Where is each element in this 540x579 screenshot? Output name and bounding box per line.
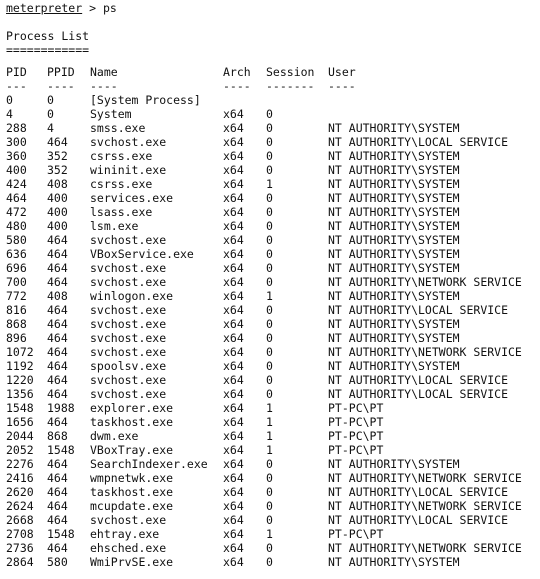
cell-arch: x64 xyxy=(223,471,244,485)
cell-ppid: 464 xyxy=(47,373,68,387)
cell-ppid: 464 xyxy=(47,261,68,275)
column-rule-session: ------- xyxy=(266,79,315,93)
table-row xyxy=(6,415,540,429)
cell-user: PT-PC\PT xyxy=(328,443,384,457)
table-row xyxy=(6,499,540,513)
cell-name: System xyxy=(90,107,132,121)
command-prompt-line xyxy=(6,1,540,15)
cell-user: NT AUTHORITY\SYSTEM xyxy=(328,261,460,275)
cell-pid: 464 xyxy=(6,191,27,205)
cell-pid: 2052 xyxy=(6,443,34,457)
cell-name: svchost.exe xyxy=(90,345,167,359)
cell-session: 0 xyxy=(266,513,273,527)
cell-name: csrss.exe xyxy=(90,149,153,163)
cell-name: svchost.exe xyxy=(90,303,167,317)
table-header-rule xyxy=(6,79,540,93)
cell-pid: 472 xyxy=(6,205,27,219)
cell-user: NT AUTHORITY\LOCAL SERVICE xyxy=(328,485,509,499)
cell-name: mcupdate.exe xyxy=(90,499,174,513)
cell-ppid: 464 xyxy=(47,233,68,247)
cell-user: NT AUTHORITY\NETWORK SERVICE xyxy=(328,471,522,485)
cell-user: PT-PC\PT xyxy=(328,429,384,443)
cell-name: svchost.exe xyxy=(90,373,167,387)
column-rule-arch: ---- xyxy=(223,79,251,93)
cell-user: NT AUTHORITY\SYSTEM xyxy=(328,331,460,345)
cell-session: 0 xyxy=(266,275,273,289)
table-row xyxy=(6,135,540,149)
table-row xyxy=(6,471,540,485)
cell-pid: 580 xyxy=(6,233,27,247)
cell-name: wininit.exe xyxy=(90,163,167,177)
cell-session: 0 xyxy=(266,373,273,387)
cell-user: NT AUTHORITY\LOCAL SERVICE xyxy=(328,513,509,527)
table-row xyxy=(6,93,540,107)
cell-name: explorer.exe xyxy=(90,401,174,415)
cell-arch: x64 xyxy=(223,191,244,205)
table-row xyxy=(6,555,540,569)
cell-pid: 2416 xyxy=(6,471,34,485)
cell-session: 0 xyxy=(266,191,273,205)
cell-name: svchost.exe xyxy=(90,513,167,527)
cell-ppid: 464 xyxy=(47,499,68,513)
cell-pid: 2276 xyxy=(6,457,34,471)
cell-name: lsass.exe xyxy=(90,205,153,219)
process-list-title-rule: ============ xyxy=(6,43,90,57)
cell-name: svchost.exe xyxy=(90,331,167,345)
column-rule-pid: --- xyxy=(6,79,27,93)
cell-arch: x64 xyxy=(223,261,244,275)
cell-ppid: 464 xyxy=(47,471,68,485)
table-row xyxy=(6,359,540,373)
cell-name: csrss.exe xyxy=(90,177,153,191)
cell-session: 0 xyxy=(266,303,273,317)
cell-name: svchost.exe xyxy=(90,261,167,275)
cell-user: NT AUTHORITY\LOCAL SERVICE xyxy=(328,303,509,317)
table-row xyxy=(6,247,540,261)
cell-pid: 288 xyxy=(6,121,27,135)
prompt-command: > ps xyxy=(82,1,117,15)
cell-pid: 2624 xyxy=(6,499,34,513)
table-row xyxy=(6,261,540,275)
cell-session: 0 xyxy=(266,107,273,121)
cell-ppid: 408 xyxy=(47,177,68,191)
cell-user: NT AUTHORITY\LOCAL SERVICE xyxy=(328,387,509,401)
column-header-name: Name xyxy=(90,65,118,79)
cell-name: WmiPrvSE.exe xyxy=(90,555,174,569)
cell-session: 0 xyxy=(266,331,273,345)
cell-ppid: 464 xyxy=(47,135,68,149)
cell-arch: x64 xyxy=(223,415,244,429)
cell-user: NT AUTHORITY\SYSTEM xyxy=(328,205,460,219)
cell-session: 1 xyxy=(266,429,273,443)
cell-ppid: 464 xyxy=(47,345,68,359)
cell-ppid: 408 xyxy=(47,289,68,303)
table-row xyxy=(6,373,540,387)
table-row xyxy=(6,219,540,233)
cell-session: 0 xyxy=(266,457,273,471)
cell-user: NT AUTHORITY\SYSTEM xyxy=(328,121,460,135)
table-row xyxy=(6,163,540,177)
cell-ppid: 464 xyxy=(47,359,68,373)
cell-session: 0 xyxy=(266,149,273,163)
cell-pid: 772 xyxy=(6,289,27,303)
column-header-arch: Arch xyxy=(223,65,251,79)
cell-user: NT AUTHORITY\NETWORK SERVICE xyxy=(328,345,522,359)
cell-name: ehsched.exe xyxy=(90,541,167,555)
table-row xyxy=(6,513,540,527)
cell-arch: x64 xyxy=(223,345,244,359)
cell-ppid: 1988 xyxy=(47,401,75,415)
cell-session: 0 xyxy=(266,247,273,261)
table-row xyxy=(6,485,540,499)
cell-arch: x64 xyxy=(223,513,244,527)
cell-session: 0 xyxy=(266,345,273,359)
column-header-pid: PID xyxy=(6,65,27,79)
cell-session: 0 xyxy=(266,121,273,135)
table-row xyxy=(6,121,540,135)
cell-pid: 896 xyxy=(6,331,27,345)
cell-arch: x64 xyxy=(223,541,244,555)
table-row xyxy=(6,443,540,457)
column-header-user: User xyxy=(328,65,356,79)
cell-pid: 2668 xyxy=(6,513,34,527)
cell-pid: 424 xyxy=(6,177,27,191)
table-row xyxy=(6,205,540,219)
cell-arch: x64 xyxy=(223,303,244,317)
cell-user: PT-PC\PT xyxy=(328,415,384,429)
table-row xyxy=(6,401,540,415)
cell-user: NT AUTHORITY\SYSTEM xyxy=(328,359,460,373)
cell-pid: 2708 xyxy=(6,527,34,541)
cell-arch: x64 xyxy=(223,205,244,219)
cell-user: NT AUTHORITY\SYSTEM xyxy=(328,233,460,247)
cell-arch: x64 xyxy=(223,275,244,289)
cell-session: 1 xyxy=(266,289,273,303)
cell-pid: 1656 xyxy=(6,415,34,429)
cell-pid: 360 xyxy=(6,149,27,163)
table-row xyxy=(6,527,540,541)
column-header-session: Session xyxy=(266,65,315,79)
cell-pid: 4 xyxy=(6,107,13,121)
cell-session: 0 xyxy=(266,359,273,373)
cell-arch: x64 xyxy=(223,163,244,177)
cell-ppid: 868 xyxy=(47,429,68,443)
cell-name: [System Process] xyxy=(90,93,201,107)
table-row xyxy=(6,457,540,471)
cell-user: NT AUTHORITY\SYSTEM xyxy=(328,163,460,177)
table-row xyxy=(6,233,540,247)
cell-pid: 1220 xyxy=(6,373,34,387)
cell-user: NT AUTHORITY\NETWORK SERVICE xyxy=(328,541,522,555)
table-row xyxy=(6,289,540,303)
cell-ppid: 464 xyxy=(47,331,68,345)
table-row xyxy=(6,107,540,121)
column-rule-ppid: ---- xyxy=(47,79,75,93)
cell-arch: x64 xyxy=(223,121,244,135)
table-row xyxy=(6,177,540,191)
cell-pid: 636 xyxy=(6,247,27,261)
cell-ppid: 464 xyxy=(47,415,68,429)
column-rule-user: ---- xyxy=(328,79,356,93)
prompt-name: meterpreter xyxy=(6,1,83,15)
cell-user: NT AUTHORITY\SYSTEM xyxy=(328,555,460,569)
cell-ppid: 580 xyxy=(47,555,68,569)
cell-session: 0 xyxy=(266,499,273,513)
cell-ppid: 352 xyxy=(47,149,68,163)
cell-name: smss.exe xyxy=(90,121,146,135)
cell-arch: x64 xyxy=(223,177,244,191)
table-header xyxy=(6,65,540,79)
cell-ppid: 464 xyxy=(47,303,68,317)
cell-session: 0 xyxy=(266,317,273,331)
cell-arch: x64 xyxy=(223,359,244,373)
cell-session: 1 xyxy=(266,401,273,415)
cell-ppid: 0 xyxy=(47,107,54,121)
cell-session: 1 xyxy=(266,177,273,191)
column-header-ppid: PPID xyxy=(47,65,75,79)
table-row xyxy=(6,387,540,401)
cell-arch: x64 xyxy=(223,247,244,261)
cell-pid: 480 xyxy=(6,219,27,233)
cell-name: taskhost.exe xyxy=(90,415,174,429)
cell-ppid: 400 xyxy=(47,219,68,233)
cell-arch: x64 xyxy=(223,219,244,233)
cell-name: SearchIndexer.exe xyxy=(90,457,208,471)
cell-ppid: 464 xyxy=(47,513,68,527)
cell-user: NT AUTHORITY\SYSTEM xyxy=(328,219,460,233)
cell-pid: 868 xyxy=(6,317,27,331)
table-row xyxy=(6,317,540,331)
cell-name: svchost.exe xyxy=(90,275,167,289)
cell-user: NT AUTHORITY\SYSTEM xyxy=(328,247,460,261)
cell-pid: 816 xyxy=(6,303,27,317)
cell-user: NT AUTHORITY\NETWORK SERVICE xyxy=(328,275,522,289)
cell-ppid: 464 xyxy=(47,317,68,331)
cell-user: NT AUTHORITY\SYSTEM xyxy=(328,149,460,163)
column-rule-name: ---- xyxy=(90,79,118,93)
table-row xyxy=(6,345,540,359)
cell-arch: x64 xyxy=(223,233,244,247)
cell-arch: x64 xyxy=(223,387,244,401)
cell-ppid: 400 xyxy=(47,191,68,205)
cell-name: winlogon.exe xyxy=(90,289,174,303)
cell-session: 0 xyxy=(266,387,273,401)
cell-user: NT AUTHORITY\SYSTEM xyxy=(328,289,460,303)
cell-pid: 2864 xyxy=(6,555,34,569)
cell-arch: x64 xyxy=(223,149,244,163)
table-row xyxy=(6,331,540,345)
cell-pid: 400 xyxy=(6,163,27,177)
cell-arch: x64 xyxy=(223,401,244,415)
cell-ppid: 464 xyxy=(47,275,68,289)
cell-name: VBoxService.exe xyxy=(90,247,194,261)
cell-name: ehtray.exe xyxy=(90,527,160,541)
process-list-title: Process List xyxy=(6,29,90,43)
cell-name: svchost.exe xyxy=(90,135,167,149)
cell-session: 0 xyxy=(266,135,273,149)
cell-arch: x64 xyxy=(223,555,244,569)
cell-ppid: 464 xyxy=(47,541,68,555)
cell-session: 1 xyxy=(266,415,273,429)
cell-ppid: 464 xyxy=(47,457,68,471)
cell-arch: x64 xyxy=(223,443,244,457)
cell-ppid: 1548 xyxy=(47,527,75,541)
cell-arch: x64 xyxy=(223,457,244,471)
cell-arch: x64 xyxy=(223,135,244,149)
cell-arch: x64 xyxy=(223,429,244,443)
cell-pid: 696 xyxy=(6,261,27,275)
cell-name: dwm.exe xyxy=(90,429,139,443)
cell-arch: x64 xyxy=(223,373,244,387)
cell-session: 1 xyxy=(266,527,273,541)
cell-arch: x64 xyxy=(223,331,244,345)
cell-user: NT AUTHORITY\NETWORK SERVICE xyxy=(328,499,522,513)
cell-pid: 1548 xyxy=(6,401,34,415)
cell-pid: 300 xyxy=(6,135,27,149)
cell-user: NT AUTHORITY\SYSTEM xyxy=(328,177,460,191)
cell-name: lsm.exe xyxy=(90,219,139,233)
cell-user: PT-PC\PT xyxy=(328,527,384,541)
cell-user: NT AUTHORITY\LOCAL SERVICE xyxy=(328,373,509,387)
cell-user: NT AUTHORITY\LOCAL SERVICE xyxy=(328,135,509,149)
cell-arch: x64 xyxy=(223,485,244,499)
cell-ppid: 1548 xyxy=(47,443,75,457)
cell-session: 0 xyxy=(266,219,273,233)
cell-session: 0 xyxy=(266,163,273,177)
table-row xyxy=(6,149,540,163)
table-row xyxy=(6,191,540,205)
cell-arch: x64 xyxy=(223,317,244,331)
cell-user: NT AUTHORITY\SYSTEM xyxy=(328,317,460,331)
process-table-body xyxy=(6,93,540,569)
cell-pid: 0 xyxy=(6,93,13,107)
cell-arch: x64 xyxy=(223,499,244,513)
cell-name: taskhost.exe xyxy=(90,485,174,499)
cell-ppid: 352 xyxy=(47,163,68,177)
cell-pid: 1356 xyxy=(6,387,34,401)
cell-ppid: 464 xyxy=(47,387,68,401)
cell-user: NT AUTHORITY\SYSTEM xyxy=(328,191,460,205)
table-row xyxy=(6,303,540,317)
cell-pid: 1072 xyxy=(6,345,34,359)
table-row xyxy=(6,429,540,443)
cell-name: services.exe xyxy=(90,191,174,205)
cell-name: svchost.exe xyxy=(90,317,167,331)
cell-ppid: 464 xyxy=(47,247,68,261)
cell-arch: x64 xyxy=(223,107,244,121)
cell-session: 1 xyxy=(266,443,273,457)
table-row xyxy=(6,541,540,555)
cell-ppid: 4 xyxy=(47,121,54,135)
cell-name: spoolsv.exe xyxy=(90,359,167,373)
cell-session: 0 xyxy=(266,555,273,569)
cell-session: 0 xyxy=(266,471,273,485)
cell-name: VBoxTray.exe xyxy=(90,443,174,457)
cell-arch: x64 xyxy=(223,289,244,303)
cell-pid: 1192 xyxy=(6,359,34,373)
cell-session: 0 xyxy=(266,485,273,499)
cell-ppid: 400 xyxy=(47,205,68,219)
blank-line xyxy=(6,15,540,29)
cell-pid: 2044 xyxy=(6,429,34,443)
cell-session: 0 xyxy=(266,261,273,275)
cell-user: PT-PC\PT xyxy=(328,401,384,415)
cell-name: svchost.exe xyxy=(90,387,167,401)
cell-pid: 700 xyxy=(6,275,27,289)
blank-line xyxy=(6,57,540,65)
cell-name: wmpnetwk.exe xyxy=(90,471,174,485)
cell-session: 0 xyxy=(266,233,273,247)
cell-pid: 2736 xyxy=(6,541,34,555)
cell-session: 0 xyxy=(266,541,273,555)
cell-user: NT AUTHORITY\SYSTEM xyxy=(328,457,460,471)
cell-ppid: 464 xyxy=(47,485,68,499)
table-row xyxy=(6,275,540,289)
cell-name: svchost.exe xyxy=(90,233,167,247)
cell-session: 0 xyxy=(266,205,273,219)
cell-arch: x64 xyxy=(223,527,244,541)
cell-pid: 2620 xyxy=(6,485,34,499)
cell-ppid: 0 xyxy=(47,93,54,107)
